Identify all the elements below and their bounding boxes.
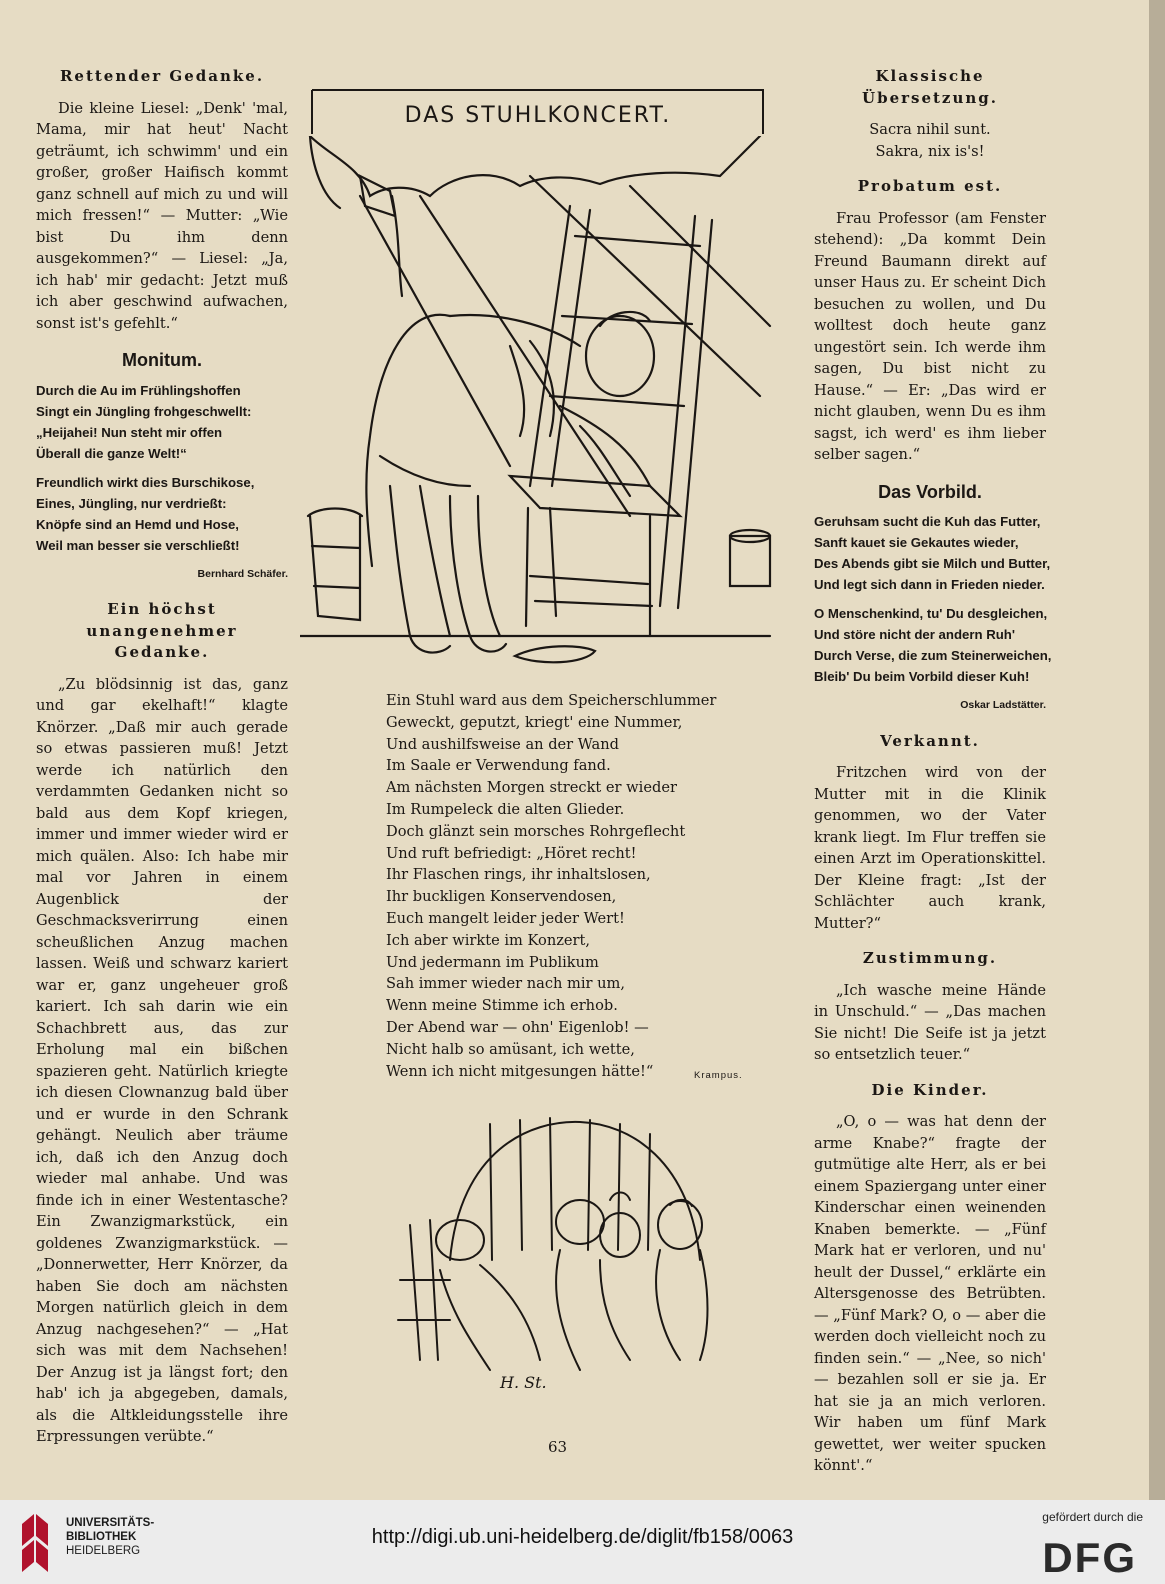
article-title: Verkannt. — [880, 731, 980, 750]
permalink[interactable]: http://digi.ub.uni-heidelberg.de/diglit/fb158/0063 — [371, 1526, 794, 1548]
verse-line: Geruhsam sucht die Kuh das Futter, — [814, 514, 1041, 529]
verse-line: Freundlich wirkt dies Burschikose, — [36, 474, 255, 490]
article-title: Rettender Gedanke. — [59, 67, 265, 85]
verse-line: Im Rumpeleck die alten Glieder. — [386, 800, 625, 818]
verse-line: Und aushilfsweise an der Wand — [386, 735, 619, 753]
viewer-footer — [0, 1500, 1165, 1584]
poem-author: Krampus. — [694, 1070, 743, 1081]
article-text: „O, o — was hat denn der arme Knabe?“ fragte der gutmütige alte Herr, als er bei einem Spaziergang unter einer Kinderschar einen weinenden Knaben bemerkte. — „Fünf Mark hat er verloren, und nu' heult der Dussel,“ erklärte ein Altersgenosse des Betrübten. — „Fünf Mark? O, o — aber die werden doch vielleicht noch zu finden sein.“ — „Nee, so nich' — bezahlen soll er sie ja. Er hat sie ja an mich verloren. Wir haben um fünf Mark gewettet, wer weiter spucken könnt'.“ — [814, 1113, 1046, 1474]
article-text: „Ich wasche meine Hände in Unschuld.“ — „Das machen Sie nicht! Die Seife ist ja jetzt so entsetzlich teuer.“ — [814, 981, 1046, 1063]
page-number: 63 — [548, 1438, 568, 1456]
latin-quote — [814, 119, 1046, 162]
verse-line: Weil man besser sie verschließt! — [36, 537, 240, 553]
chair-illustration — [300, 136, 780, 676]
verse-line: Eines, Jüngling, nur verdrießt: — [36, 495, 227, 511]
verse-line: Am nächsten Morgen streckt er wieder — [386, 779, 677, 797]
center-poem — [386, 690, 786, 1082]
left-column — [36, 66, 288, 1456]
verse-line: Knöpfe sind an Hemd und Hose, — [36, 516, 239, 532]
article-text: Fritzchen wird von der Mutter mit in die Klinik genommen, wo der Vater krank liegt. Im Flur treffen sie einen Arzt im Operationskittel. Der Kleine fragt: „Ist der Schlächter auch krank, Mutter?“ — [814, 764, 1046, 932]
stanza — [814, 603, 1052, 687]
sponsor-label: gefördert durch die — [1042, 1510, 1143, 1524]
verse-line: Und legt sich dann in Frieden nieder. — [814, 577, 1045, 592]
verse-line: Des Abends gibt sie Milch und Butter, — [814, 556, 1051, 571]
library-name-line: UNIVERSITÄTS- — [66, 1517, 155, 1529]
article-title: Ein höchst unangenehmer Gedanke. — [86, 600, 238, 661]
article-title: Klassische Übersetzung. — [862, 67, 998, 107]
verse-line: Überall die ganze Welt!“ — [36, 445, 187, 461]
verse-line: Euch mangelt leider jeder Wert! — [386, 909, 625, 927]
quote-line: Sakra, nix is's! — [875, 142, 985, 160]
stanza — [36, 380, 288, 464]
choir-illustration — [380, 1110, 730, 1410]
artist-signature: H. St. — [500, 1373, 547, 1392]
verse-line: Bleib' Du beim Vorbild dieser Kuh! — [814, 669, 1030, 684]
stanza — [36, 472, 288, 556]
library-name-line: BIBLIOTHEK — [66, 1531, 137, 1543]
illustration-title: DAS STUHLKONCERT. — [404, 103, 672, 128]
author: Oskar Ladstätter. — [960, 699, 1046, 711]
poem — [814, 511, 1052, 687]
scan-edge — [1149, 0, 1165, 1500]
author: Bernhard Schäfer. — [197, 567, 288, 580]
article-text: Die kleine Liesel: „Denk' 'mal, Mama, mir hat heut' Nacht geträumt, ich schwimm' und ein großer, großer Haifisch kommt ganz schnell auf mich zu und will mich fressen!“ — Mutter: „Wie bist Du ihm denn ausgekommen?“ — Liesel: „Ja, ich hab' mir gedacht: Jetzt muß ich aber geschwind aufwachen, sonst ist's gefehlt.“ — [36, 99, 288, 332]
verse-line: Geweckt, geputzt, kriegt' eine Nummer, — [386, 713, 683, 731]
verse-line: Ihr buckligen Konservendosen, — [386, 888, 617, 906]
verse-line: Durch Verse, die zum Steinerweichen, — [814, 648, 1052, 663]
verse-line: Ein Stuhl ward aus dem Speicherschlummer — [386, 692, 717, 709]
verse-line: Und ruft befriedigt: „Höret recht! — [386, 844, 637, 862]
dfg-logo: DFG — [1042, 1534, 1137, 1581]
article-title: Probatum est. — [857, 177, 1003, 195]
verse-line: Wenn meine Stimme ich erhob. — [386, 997, 618, 1015]
verse-line: „Heijahei! Nun steht mir offen — [36, 424, 223, 440]
title-banner — [310, 88, 765, 136]
poem-title: Das Vorbild. — [878, 481, 982, 502]
library-name-line: HEIDELBERG — [66, 1545, 141, 1557]
verse-line: Sanft kauet sie Gekautes wieder, — [814, 535, 1019, 550]
verse-line: Wenn ich nicht mitgesungen hätte!“ — [386, 1062, 654, 1080]
verse-line: O Menschenkind, tu' Du desgleichen, — [814, 606, 1048, 621]
verse-line: Und jedermann im Publikum — [386, 953, 599, 971]
stanza — [814, 511, 1051, 595]
verse-line: Und störe nicht der andern Ruh' — [814, 627, 1015, 642]
verse-line: Doch glänzt sein morsches Rohrgeflecht — [386, 822, 686, 840]
poem-title: Monitum. — [122, 350, 202, 370]
article-title: Zustimmung. — [862, 949, 998, 967]
verse-line: Sah immer wieder nach mir um, — [386, 975, 626, 993]
verse-line: Ihr Flaschen rings, ihr inhaltslosen, — [386, 866, 651, 884]
verse-line: Der Abend war — ohn' Eigenlob! — — [386, 1018, 649, 1036]
article-text: „Zu blödsinnig ist das, ganz und gar ekelhaft!“ klagte Knörzer. „Daß mir auch gerade so etwas passieren muß! Jetzt werde ich natürlich den verdammten Gedanken nicht so bald aus dem Kopf kriegen, immer und immer wieder wird er mich quälen. Also: Ich habe mir mal vor Jahren in einem Augenblick der Geschmacksverirrung einen scheußlichen Anzug machen lassen. Weiß und schwarz kariert war er, ganz ungeheuer groß kariert. Ich sah darin wie ein Schachbrett aus, das zur Erholung mal ein bißchen spazieren geht. Natürlich kriegte ich diesen Clownanzug bald über und er wurde in den Schrank gehängt. Neulich aber träume ich, daß ich den Anzug doch wieder mal anhabe. Und was finde ich in einer Westentasche? Ein Zwanzigmarkstück, ein goldenes Zwanzigmarkstück. — „Donnerwetter, Herr Knörzer, da haben Sie doch am nächsten Morgen natürlich gleich in dem Anzug nachgesehen?“ — „Hat sich was mit dem Nachsehen! Der Anzug ist ja längst fort; den hab' ich ja abgegeben, damals, als die Altkleidungsstelle ihre Erpressungen verübte.“ — [36, 675, 288, 1445]
verse-line: Ich aber wirkte im Konzert, — [386, 931, 591, 949]
article-title: Die Kinder. — [871, 1080, 989, 1099]
verse-line: Singt ein Jüngling frohgeschwellt: — [36, 403, 252, 419]
article-text: Frau Professor (am Fenster stehend): „Da kommt Dein Freund Baumann direkt auf unser Haus zu. Er scheint Dich besuchen zu wollen, und Du wolltest doch heute ganz ungestört sein. Ich werde ihm sagen, Du bist nicht zu Hause.“ — Er: „Das wird er nicht glauben, wenn Du es ihm sagst, ich werd' es ihm lieber selber sagen.“ — [814, 209, 1046, 463]
poem — [36, 380, 288, 556]
verse-line: Im Saale er Verwendung fand. — [386, 757, 611, 775]
quote-line: Sacra nihil sunt. — [869, 121, 991, 138]
right-column — [814, 66, 1052, 1485]
verse-line: Nicht halb so amüsant, ich wette, — [386, 1040, 635, 1058]
verse-line: Durch die Au im Frühlingshoffen — [36, 382, 241, 398]
